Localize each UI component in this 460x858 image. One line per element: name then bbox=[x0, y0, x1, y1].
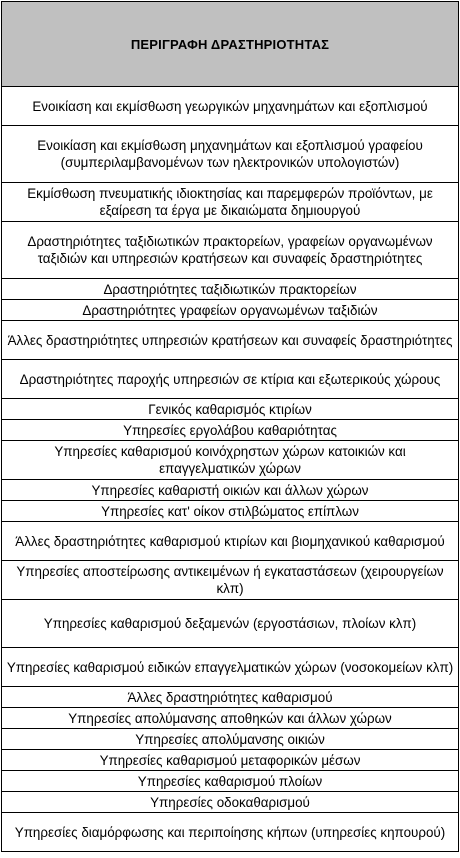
table-row bbox=[2, 183, 459, 222]
activity-cell: Υπηρεσίες εργολάβου καθαριότητας bbox=[2, 420, 459, 441]
table-row bbox=[2, 561, 459, 600]
activity-cell: Υπηρεσίες κατ' οίκον στιλβώματος επίπλων bbox=[2, 501, 459, 522]
activity-cell: Εκμίσθωση πνευματικής ιδιοκτησίας και παρεμφερών προϊόντων, με εξαίρεση τα έργα με δικαιώματα δημιουργού bbox=[2, 183, 459, 222]
activity-cell: Υπηρεσίες οδοκαθαρισμού bbox=[2, 792, 459, 813]
activity-cell: Δραστηριότητες γραφείων οργανωμένων ταξιδιών bbox=[2, 300, 459, 321]
table-row bbox=[2, 480, 459, 501]
table-row bbox=[2, 792, 459, 813]
activity-cell: Υπηρεσίες απολύμανσης οικιών bbox=[2, 729, 459, 750]
table-row bbox=[2, 687, 459, 708]
table-row bbox=[2, 771, 459, 792]
table-row bbox=[2, 600, 459, 648]
table-row bbox=[2, 300, 459, 321]
column-header-activity-description: ΠΕΡΙΓΡΑΦΗ ΔΡΑΣΤΗΡΙΟΤΗΤΑΣ bbox=[2, 2, 459, 87]
activity-cell: Δραστηριότητες παροχής υπηρεσιών σε κτίρια και εξωτερικούς χώρους bbox=[2, 360, 459, 399]
table-row bbox=[2, 420, 459, 441]
table-row bbox=[2, 279, 459, 300]
table-row bbox=[2, 813, 459, 852]
table-row bbox=[2, 441, 459, 480]
table-row bbox=[2, 522, 459, 561]
table-row bbox=[2, 750, 459, 771]
header-row bbox=[2, 2, 459, 87]
activity-cell: Δραστηριότητες ταξιδιωτικών πρακτορείων, γραφείων οργανωμένων ταξιδιών και υπηρεσιών κρατήσεων και συναφείς δραστηριότητες bbox=[2, 222, 459, 279]
table-row bbox=[2, 729, 459, 750]
activity-cell: Υπηρεσίες απολύμανσης αποθηκών και άλλων χώρων bbox=[2, 708, 459, 729]
table-row bbox=[2, 321, 459, 360]
activity-cell: Υπηρεσίες καθαρισμού δεξαμενών (εργοστάσιων, πλοίων κλπ) bbox=[2, 600, 459, 648]
table-row bbox=[2, 399, 459, 420]
activity-cell: Γενικός καθαρισμός κτιρίων bbox=[2, 399, 459, 420]
activity-cell: Υπηρεσίες καθαρισμού πλοίων bbox=[2, 771, 459, 792]
activity-sheet bbox=[1, 1, 459, 852]
table-row bbox=[2, 648, 459, 687]
activity-cell: Άλλες δραστηριότητες υπηρεσιών κρατήσεων και συναφείς δραστηριότητες bbox=[2, 321, 459, 360]
activity-cell: Υπηρεσίες καθαρισμού μεταφορικών μέσων bbox=[2, 750, 459, 771]
table-row bbox=[2, 222, 459, 279]
table-row bbox=[2, 360, 459, 399]
table-row bbox=[2, 501, 459, 522]
activity-cell: Υπηρεσίες αποστείρωσης αντικειμένων ή εγκαταστάσεων (χειρουργείων κλπ) bbox=[2, 561, 459, 600]
table-row bbox=[2, 87, 459, 126]
activity-cell: Υπηρεσίες διαμόρφωσης και περιποίησης κήπων (υπηρεσίες κηπουρού) bbox=[2, 813, 459, 852]
activity-cell: Υπηρεσίες καθαρισμού κοινόχρηστων χώρων κατοικιών και επαγγελματικών χώρων bbox=[2, 441, 459, 480]
activity-cell: Ενοικίαση και εκμίσθωση μηχανημάτων και εξοπλισμού γραφείου (συμπεριλαμβανομένων των ηλεκτρονικών υπολογιστών) bbox=[2, 126, 459, 183]
activity-cell: Υπηρεσίες καθαρισμού ειδικών επαγγελματικών χώρων (νοσοκομείων κλπ) bbox=[2, 648, 459, 687]
activity-table bbox=[1, 1, 459, 852]
table-row bbox=[2, 126, 459, 183]
activity-cell: Ενοικίαση και εκμίσθωση γεωργικών μηχανημάτων και εξοπλισμού bbox=[2, 87, 459, 126]
activity-cell: Δραστηριότητες ταξιδιωτικών πρακτορείων bbox=[2, 279, 459, 300]
table-row bbox=[2, 708, 459, 729]
activity-cell: Άλλες δραστηριότητες καθαρισμού κτιρίων και βιομηχανικού καθαρισμού bbox=[2, 522, 459, 561]
activity-cell: Άλλες δραστηριότητες καθαρισμού bbox=[2, 687, 459, 708]
activity-cell: Υπηρεσίες καθαριστή οικιών και άλλων χώρων bbox=[2, 480, 459, 501]
